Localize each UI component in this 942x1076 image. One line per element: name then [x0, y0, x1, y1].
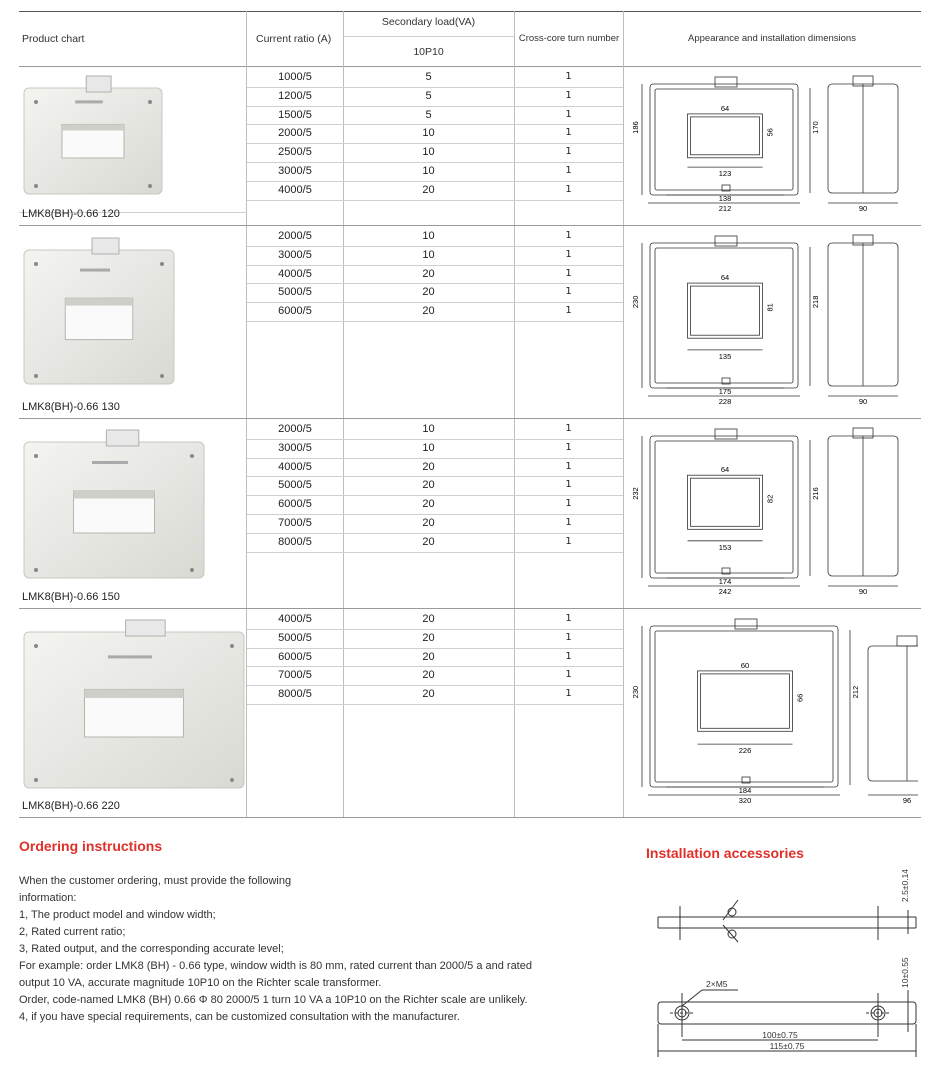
- dim-base2: 228: [718, 397, 732, 406]
- turns-cell: 1: [565, 286, 572, 298]
- dim-height2: 170: [811, 121, 820, 134]
- dim-height2: 216: [811, 487, 820, 500]
- ratio-cell: 6000/5: [278, 650, 312, 663]
- dim-window-height: 66: [795, 693, 805, 703]
- load-cell: 10: [422, 146, 435, 159]
- load-cell: 20: [422, 650, 435, 663]
- turns-cell: 1: [565, 613, 572, 624]
- ordering-line-6: output 10 VA, accurate magnitude 10P10 on the Richter scale transformer.: [19, 977, 382, 989]
- ratio-cell: 6000/5: [278, 305, 312, 318]
- dim-window-height: 56: [765, 128, 775, 137]
- ratio-cell: 5000/5: [278, 631, 312, 644]
- product-image: [20, 618, 250, 798]
- ratio-cell: 3000/5: [278, 441, 312, 454]
- product-image: [20, 428, 210, 588]
- dim-height: 230: [631, 295, 640, 309]
- load-cell: 20: [422, 286, 435, 299]
- turns-cell: 1: [565, 517, 572, 528]
- ordering-line-5: For example: order LMK8 (BH) - 0.66 type, window width is 80 mm, rated current than 2000/5 a and rated: [19, 960, 532, 972]
- load-cell: 20: [422, 535, 435, 548]
- dim-depth: 96: [902, 796, 912, 805]
- accessory-height: 10±0.55: [900, 957, 910, 988]
- load-cell: 10: [422, 248, 435, 261]
- ratio-cell: 2000/5: [278, 230, 312, 242]
- dim-height2: 218: [811, 295, 820, 309]
- dim-window-width: 64: [720, 103, 730, 113]
- dim-inner: 153: [718, 542, 732, 552]
- load-cell: 20: [422, 669, 435, 682]
- turns-cell: 1: [565, 71, 572, 82]
- load-cell: 20: [422, 631, 435, 644]
- dim-depth: 90: [858, 587, 868, 596]
- dim-window-width: 64: [720, 273, 730, 283]
- load-cell: 20: [422, 267, 435, 280]
- dim-height: 232: [631, 487, 640, 500]
- header-accuracy-class: 10P10: [413, 46, 444, 58]
- product-model: LMK8(BH)-0.66 220: [22, 800, 120, 812]
- load-cell: 10: [422, 423, 435, 435]
- turns-cell: 1: [565, 165, 572, 176]
- dimension-drawing: [628, 616, 918, 811]
- load-cell: 20: [422, 498, 435, 511]
- ratio-cell: 1500/5: [278, 108, 312, 121]
- ratio-cell: 3000/5: [278, 165, 312, 177]
- turns-cell: 1: [565, 423, 572, 434]
- header-current-ratio: Current ratio (A): [256, 33, 332, 45]
- load-cell: 20: [422, 460, 435, 473]
- ordering-line-4: 3, Rated output, and the corresponding accurate level;: [19, 943, 284, 955]
- ratio-cell: 8000/5: [278, 688, 312, 701]
- dim-base2: 242: [718, 587, 732, 596]
- dim-window-height: 81: [765, 303, 775, 312]
- turns-cell: 1: [565, 230, 572, 241]
- turns-cell: 1: [565, 146, 572, 158]
- load-cell: 20: [422, 517, 435, 529]
- dim-inner: 123: [718, 169, 732, 179]
- dimension-drawing: [628, 74, 918, 219]
- dim-base1: 184: [738, 786, 752, 795]
- ordering-line-2: 1, The product model and window width;: [19, 909, 216, 921]
- ratio-cell: 4000/5: [278, 613, 312, 625]
- ratio-cell: 5000/5: [278, 479, 312, 492]
- product-model: LMK8(BH)-0.66 150: [22, 591, 120, 603]
- dim-window-width: 64: [720, 465, 730, 475]
- turns-cell: 1: [565, 669, 572, 681]
- header-product-chart: Product chart: [22, 33, 85, 45]
- ordering-line-8: 4, if you have special requirements, can be customized consultation with the manufacturer.: [19, 1011, 460, 1023]
- load-cell: 20: [422, 688, 435, 701]
- accessory-span1: 100±0.75: [762, 1030, 798, 1040]
- ratio-cell: 7000/5: [278, 517, 312, 529]
- ratio-cell: 4000/5: [278, 183, 312, 196]
- ratio-cell: 7000/5: [278, 669, 312, 682]
- accessory-span2: 115±0.75: [769, 1041, 805, 1051]
- dim-depth: 90: [858, 204, 868, 213]
- header-cross-core: Cross-core turn number: [518, 33, 620, 44]
- turns-cell: 1: [565, 535, 572, 547]
- ratio-cell: 4000/5: [278, 267, 312, 280]
- product-model: LMK8(BH)-0.66 130: [22, 401, 120, 413]
- dim-window-height: 82: [765, 494, 775, 504]
- turns-cell: 1: [565, 89, 572, 101]
- load-cell: 5: [425, 108, 432, 121]
- accessory-thickness: 2.5±0.14: [900, 868, 910, 902]
- dim-base1: 174: [718, 577, 732, 586]
- load-cell: 5: [425, 71, 432, 83]
- dim-inner: 135: [718, 351, 732, 361]
- dim-height: 186: [631, 121, 640, 134]
- dimension-drawing: [628, 233, 918, 412]
- load-cell: 10: [422, 165, 435, 177]
- dim-base1: 175: [718, 387, 732, 396]
- ratio-cell: 3000/5: [278, 248, 312, 261]
- turns-cell: 1: [565, 305, 572, 317]
- ordering-line-1: information:: [19, 892, 77, 904]
- turns-cell: 1: [565, 441, 572, 453]
- turns-cell: 1: [565, 498, 572, 510]
- header-secondary-load: Secondary load(VA): [381, 16, 476, 28]
- dim-height2: 212: [851, 685, 860, 699]
- accessory-hole: 2×M5: [706, 979, 728, 989]
- ordering-line-3: 2, Rated current ratio;: [19, 926, 126, 938]
- header-appearance: Appearance and installation dimensions: [688, 33, 856, 44]
- load-cell: 10: [422, 441, 435, 454]
- turns-cell: 1: [565, 650, 572, 662]
- load-cell: 10: [422, 230, 435, 242]
- ratio-cell: 5000/5: [278, 286, 312, 299]
- ordering-line-7: Order, code-named LMK8 (BH) 0.66 Φ 80 2000/5 1 turn 10 VA a 10P10 on the Richter scale are unlikely.: [19, 994, 528, 1006]
- dim-base2: 320: [738, 796, 752, 805]
- turns-cell: 1: [565, 460, 572, 472]
- load-cell: 20: [422, 305, 435, 318]
- turns-cell: 1: [565, 108, 572, 120]
- dimension-drawing: [628, 426, 918, 602]
- ratio-cell: 2000/5: [278, 423, 312, 435]
- ordering-title: Ordering instructions: [19, 838, 163, 854]
- ratio-cell: 6000/5: [278, 498, 312, 511]
- load-cell: 20: [422, 613, 435, 625]
- ratio-cell: 8000/5: [278, 535, 312, 548]
- load-cell: 10: [422, 127, 435, 140]
- ratio-cell: 1200/5: [278, 89, 312, 102]
- ratio-cell: 1000/5: [278, 71, 312, 83]
- load-cell: 5: [425, 89, 432, 102]
- dim-depth: 90: [858, 397, 868, 406]
- dim-base1: 138: [718, 194, 732, 203]
- turns-cell: 1: [565, 631, 572, 643]
- ratio-cell: 4000/5: [278, 460, 312, 473]
- turns-cell: 1: [565, 248, 572, 260]
- dim-height: 230: [631, 685, 640, 699]
- product-image: [20, 74, 168, 204]
- load-cell: 20: [422, 479, 435, 492]
- accessories-title: Installation accessories: [646, 845, 804, 861]
- turns-cell: 1: [565, 688, 572, 700]
- accessory-drawing: [640, 862, 930, 1062]
- load-cell: 20: [422, 183, 435, 196]
- ratio-cell: 2000/5: [278, 127, 312, 140]
- ratio-cell: 2500/5: [278, 146, 312, 159]
- turns-cell: 1: [565, 127, 572, 139]
- turns-cell: 1: [565, 183, 572, 195]
- ordering-line-0: When the customer ordering, must provide the following: [19, 875, 292, 887]
- dim-window-width: 60: [740, 660, 750, 670]
- dim-base2: 212: [718, 204, 732, 213]
- product-model: LMK8(BH)-0.66 120: [22, 208, 120, 220]
- dim-inner: 226: [738, 746, 752, 756]
- turns-cell: 1: [565, 267, 572, 279]
- product-image: [20, 236, 180, 394]
- turns-cell: 1: [565, 479, 572, 491]
